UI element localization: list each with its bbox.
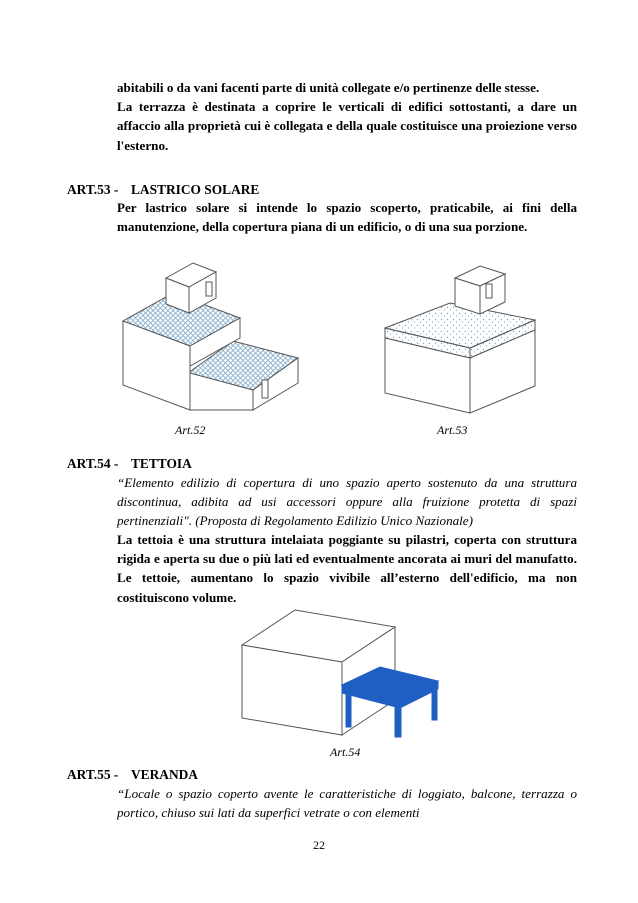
terrace-building-illustration xyxy=(118,258,308,413)
art54-title: TETTOIA xyxy=(131,456,192,471)
intro-block xyxy=(117,78,577,155)
caption-art54: Art.54 xyxy=(330,745,361,759)
art55-title: VERANDA xyxy=(131,767,198,782)
intro-line2: La terrazza è destinata a coprire le verticali di edifici sottostanti, a dare un affaccio alla proprietà cui è collegata e della quale costituisce una proiezione verso l'esterno. xyxy=(117,99,577,153)
art54-heading xyxy=(67,454,192,473)
art53-heading xyxy=(67,180,259,199)
page-number: 22 xyxy=(313,838,325,852)
canopy-building-illustration xyxy=(240,605,445,740)
intro-line1: abitabili o da vani facenti parte di unità collegate e/o pertinenze delle stesse. xyxy=(117,80,540,95)
flat-roof-building-illustration xyxy=(380,258,540,418)
art53-title: LASTRICO SOLARE xyxy=(131,182,260,197)
art55-heading xyxy=(67,765,198,784)
caption-art53: Art.53 xyxy=(437,423,468,437)
art53-number: ART.53 - xyxy=(67,182,119,197)
art54-body: La tettoia è una struttura intelaiata poggiante su pilastri, coperta con struttura rigida e aperta su due o più lati ed eventualmente ancorata ai muri del manufatto. Le tettoie, aumentano lo spazio vivibile all’esterno dell'edificio, ma non costituiscono volume. xyxy=(117,532,577,605)
art54-quote: “Elemento edilizio di copertura di uno spazio aperto sostenuto da una struttura discontinua, adibita ad usi accessori oppure alla fruizione protetta di spazi pertinenziali". (Proposta di Regolamento Edilizio Unico Nazionale) xyxy=(117,475,577,529)
art53-body: Per lastrico solare si intende lo spazio scoperto, praticabile, ai fini della manutenzione, della copertura piana di un edificio, o di una sua porzione. xyxy=(117,200,577,235)
art54-number: ART.54 - xyxy=(67,456,119,471)
art55-quote: “Locale o spazio coperto avente le caratteristiche di loggiato, balcone, terrazza o portico, chiuso sui lati da superfici vetrate o con elementi xyxy=(117,786,577,821)
caption-art52: Art.52 xyxy=(175,423,206,437)
art55-number: ART.55 - xyxy=(67,767,119,782)
